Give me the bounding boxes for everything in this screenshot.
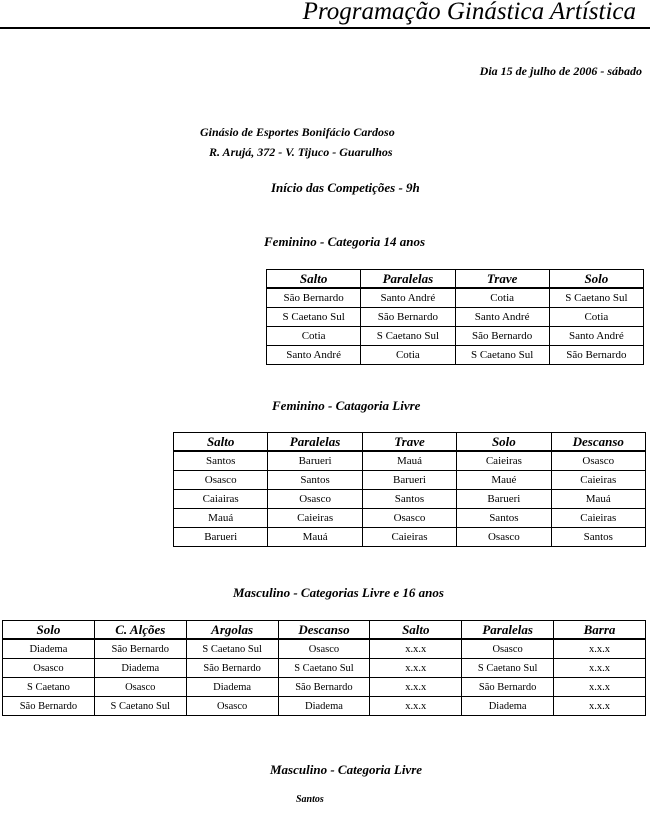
table-cell: Diadema [186, 678, 278, 697]
column-header: Solo [3, 621, 95, 640]
table-cell: x.x.x [554, 659, 646, 678]
table-cell: S Caetano Sul [361, 327, 455, 346]
table-cell: Barueri [457, 490, 551, 509]
table-cell: Cotia [549, 308, 643, 327]
column-header: Descanso [551, 433, 645, 452]
column-header: Salto [267, 270, 361, 289]
table-cell: Santos [268, 471, 362, 490]
table-cell: Caieiras [551, 509, 645, 528]
table-cell: Santo André [455, 308, 549, 327]
table-cell: Santos [174, 451, 268, 471]
table-cell: São Bernardo [278, 678, 370, 697]
table-row [267, 346, 644, 365]
table-cell: São Bernardo [94, 639, 186, 659]
table-cell: Diadema [278, 697, 370, 716]
table-cell: São Bernardo [3, 697, 95, 716]
table-cell: S Caetano Sul [278, 659, 370, 678]
table-cell: S Caetano Sul [94, 697, 186, 716]
table-row [267, 308, 644, 327]
column-header: Trave [455, 270, 549, 289]
table-cell: Santo André [267, 346, 361, 365]
table-header-row [174, 433, 646, 452]
venue-address: R. Arujá, 372 - V. Tijuco - Guarulhos [209, 145, 393, 159]
table-cell: x.x.x [370, 639, 462, 659]
table-cell: x.x.x [370, 697, 462, 716]
table-row [3, 659, 646, 678]
table-cell: S Caetano [3, 678, 95, 697]
table-cell: Diadema [94, 659, 186, 678]
table-cell: Maué [457, 471, 551, 490]
table-cell: São Bernardo [186, 659, 278, 678]
column-header: Barra [554, 621, 646, 640]
title-divider [0, 27, 650, 29]
table-cell: S Caetano Sul [186, 639, 278, 659]
table-header-row [267, 270, 644, 289]
table-cell: São Bernardo [361, 308, 455, 327]
column-header: Paralelas [361, 270, 455, 289]
table-cell: Caieiras [268, 509, 362, 528]
column-header: Salto [370, 621, 462, 640]
table-cell: Mauá [174, 509, 268, 528]
table-row [174, 471, 646, 490]
table-cell: S Caetano Sul [455, 346, 549, 365]
table-cell: S Caetano Sul [267, 308, 361, 327]
table-cell: Cotia [361, 346, 455, 365]
table-cell: Cotia [455, 288, 549, 308]
start-time: Início das Competições - 9h [271, 180, 420, 195]
table-cell: Osasco [457, 528, 551, 547]
column-header: Trave [362, 433, 456, 452]
section-heading-masc-livre: Masculino - Categoria Livre [270, 762, 423, 777]
table-row [267, 327, 644, 346]
column-header: Paralelas [268, 433, 362, 452]
table-cell: Santos [551, 528, 645, 547]
event-date: Dia 15 de julho de 2006 - sábado [479, 64, 642, 78]
column-header: Solo [457, 433, 551, 452]
table-cell: São Bernardo [455, 327, 549, 346]
table-row [3, 678, 646, 697]
table-cell: Mauá [551, 490, 645, 509]
table-cell: Santo André [361, 288, 455, 308]
table-cell: Santos [362, 490, 456, 509]
table-row [3, 697, 646, 716]
table-cell: Osasco [94, 678, 186, 697]
table-cell: Osasco [362, 509, 456, 528]
section-heading-fem-14: Feminino - Categoria 14 anos [264, 234, 426, 249]
table-cell: Barueri [174, 528, 268, 547]
table-cell: Mauá [362, 451, 456, 471]
table-cell: Mauá [268, 528, 362, 547]
page-title: Programação Ginástica Artística [302, 0, 636, 25]
table-row [3, 639, 646, 659]
table-cell: Caieiras [362, 528, 456, 547]
table-row [174, 509, 646, 528]
table-cell: x.x.x [554, 697, 646, 716]
table-cell: Barueri [362, 471, 456, 490]
table-cell: Osasco [186, 697, 278, 716]
table-cell: x.x.x [554, 639, 646, 659]
schedule-table-fem-14 [266, 269, 644, 365]
table-cell: Diadema [3, 639, 95, 659]
table-cell: Caiairas [174, 490, 268, 509]
table-row [174, 451, 646, 471]
table-cell: Caieiras [457, 451, 551, 471]
table-cell: x.x.x [370, 659, 462, 678]
table-cell: Diadema [462, 697, 554, 716]
table-cell: S Caetano Sul [462, 659, 554, 678]
table-cell: Osasco [278, 639, 370, 659]
table-cell: x.x.x [370, 678, 462, 697]
venue-name: Ginásio de Esportes Bonifácio Cardoso [200, 125, 395, 139]
masc-livre-entry: Santos [296, 794, 324, 805]
column-header: Argolas [186, 621, 278, 640]
table-cell: São Bernardo [267, 288, 361, 308]
column-header: Descanso [278, 621, 370, 640]
table-header-row [3, 621, 646, 640]
table-cell: São Bernardo [549, 346, 643, 365]
table-cell: Barueri [268, 451, 362, 471]
section-heading-masc-livre-16: Masculino - Categorias Livre e 16 anos [233, 585, 444, 600]
table-cell: x.x.x [554, 678, 646, 697]
table-cell: São Bernardo [462, 678, 554, 697]
table-cell: Santos [457, 509, 551, 528]
table-cell: Cotia [267, 327, 361, 346]
table-cell: S Caetano Sul [549, 288, 643, 308]
table-cell: Osasco [462, 639, 554, 659]
column-header: Salto [174, 433, 268, 452]
table-row [174, 490, 646, 509]
table-row [267, 288, 644, 308]
table-cell: Santo André [549, 327, 643, 346]
schedule-table-masc-livre-16 [2, 620, 646, 716]
table-cell: Caieiras [551, 471, 645, 490]
section-heading-fem-livre: Feminino - Catagoria Livre [272, 398, 421, 413]
table-cell: Osasco [174, 471, 268, 490]
table-row [174, 528, 646, 547]
table-cell: Osasco [3, 659, 95, 678]
table-cell: Osasco [268, 490, 362, 509]
column-header: Solo [549, 270, 643, 289]
column-header: C. Alções [94, 621, 186, 640]
column-header: Paralelas [462, 621, 554, 640]
schedule-table-fem-livre [173, 432, 646, 547]
table-cell: Osasco [551, 451, 645, 471]
